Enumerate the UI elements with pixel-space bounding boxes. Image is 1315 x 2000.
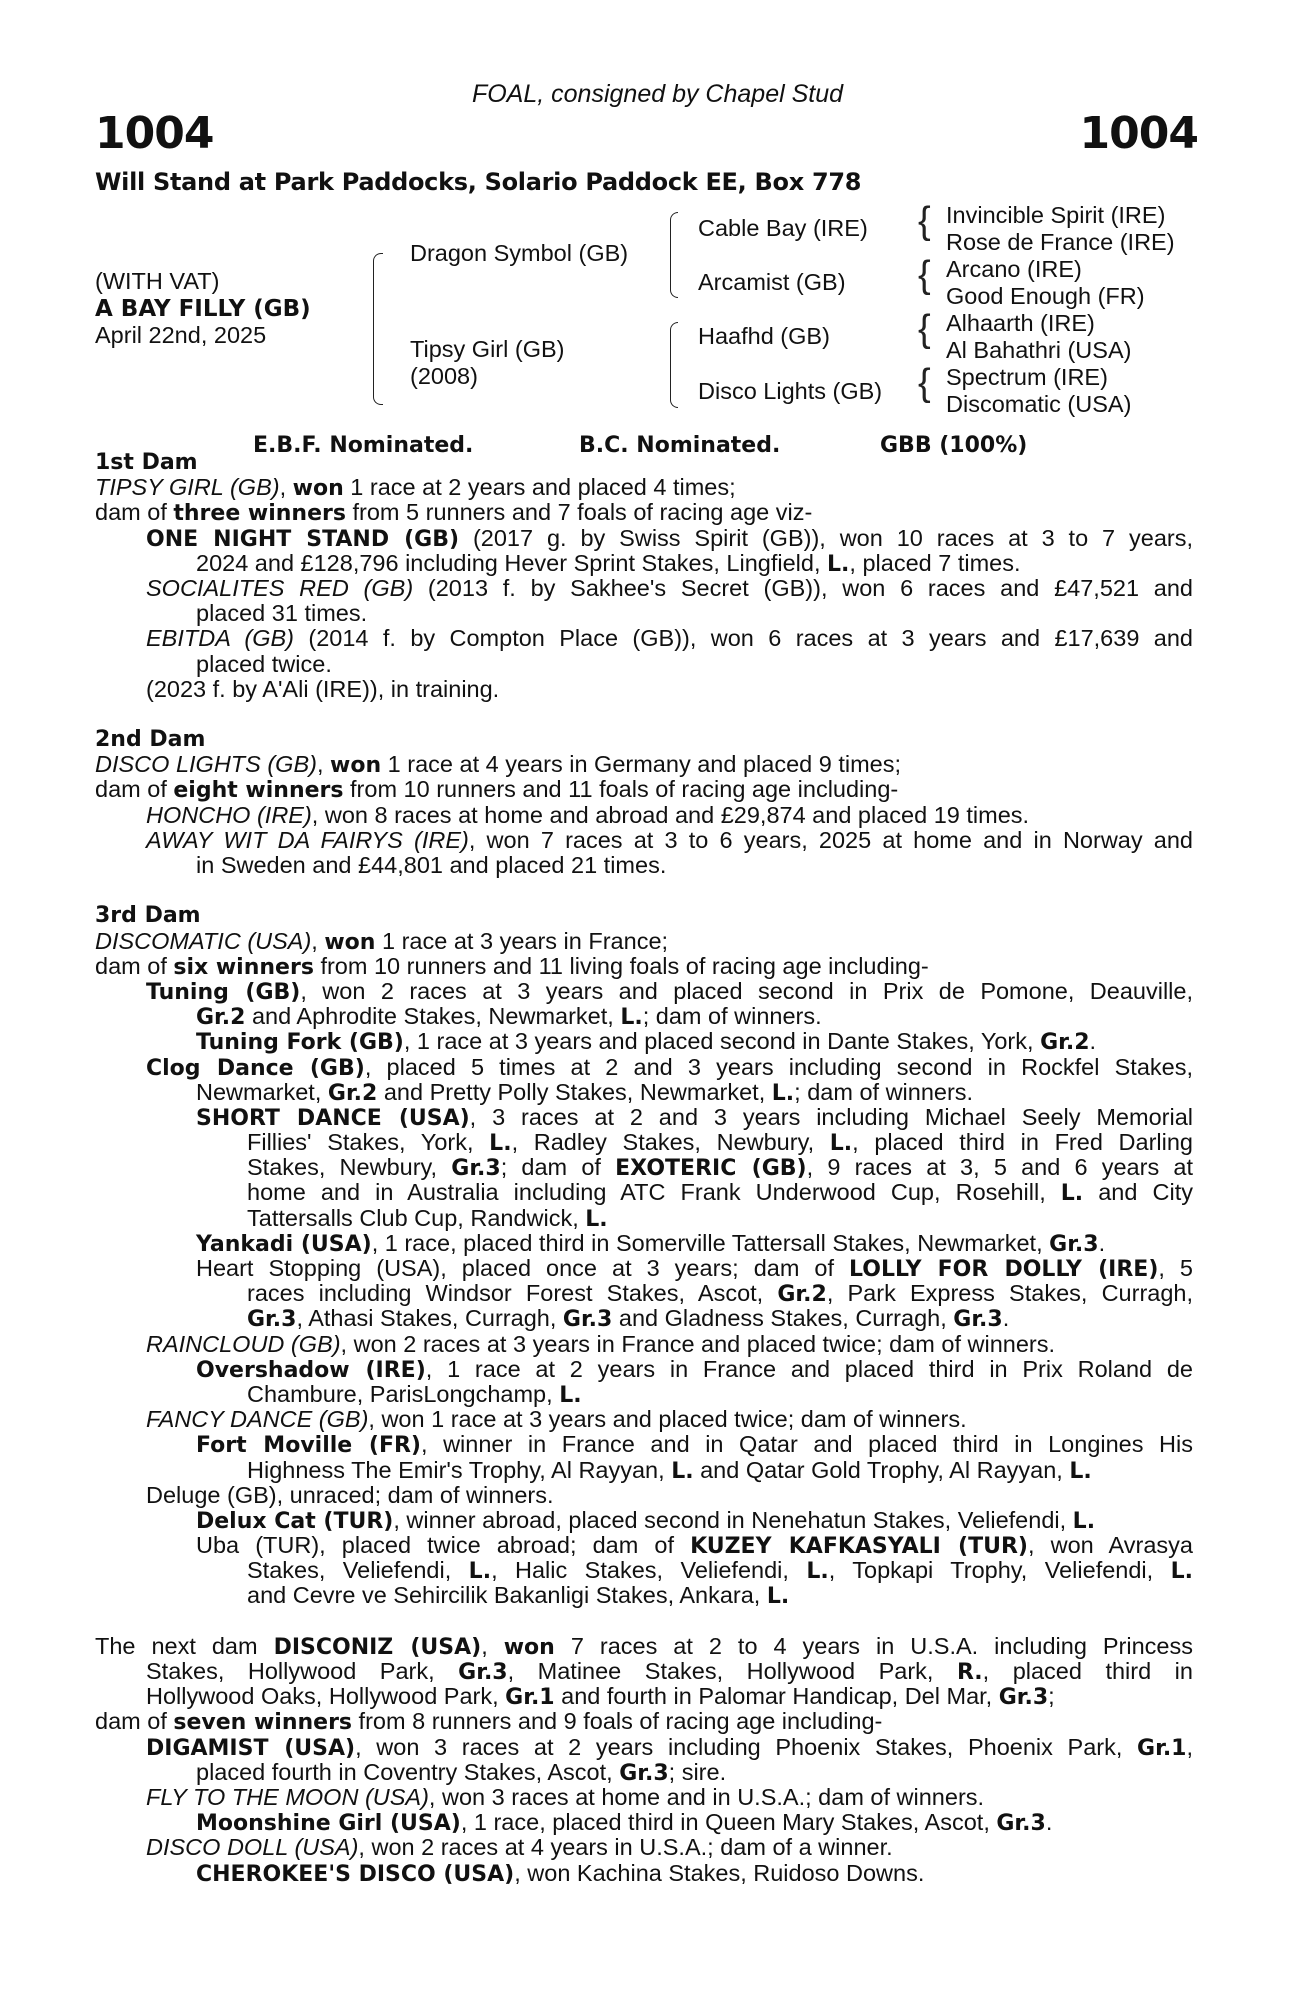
produce-line: placed twice.	[196, 650, 332, 677]
produce-line: DIGAMIST (USA), won 3 races at 2 years including Phoenix Stakes, Phoenix Park, Gr.1,	[146, 1734, 1193, 1760]
sire: Dragon Symbol (GB)	[410, 240, 629, 266]
produce-line: HONCHO (IRE), won 8 races at home and abroad and £29,874 and placed 19 times.	[146, 801, 1030, 828]
dam-summary: DISCOMATIC (USA), won 1 race at 3 years in France;	[95, 927, 669, 955]
produce-summary: dam of eight winners from 10 runners and 11 foals of racing age including-	[95, 776, 899, 804]
brace-3b: {	[918, 254, 931, 296]
produce-line: Newmarket, Gr.2 and Pretty Polly Stakes, Newmarket, L.; dam of winners.	[196, 1078, 974, 1106]
brace-3d: {	[918, 362, 931, 404]
ds-sire: Alhaarth (IRE)	[946, 310, 1095, 336]
produce-line: Stakes, Veliefendi, L., Halic Stakes, Veliefendi, L., Topkapi Trophy, Veliefendi, L.	[247, 1558, 1193, 1584]
second-dam-section	[95, 727, 1193, 878]
next-dam-section	[95, 1634, 1193, 1886]
bc-nomination: B.C. Nominated.	[579, 433, 781, 458]
produce-line: Moonshine Girl (USA), 1 race, placed third in Queen Mary Stakes, Ascot, Gr.3.	[196, 1809, 1053, 1837]
foaling-date: April 22nd, 2025	[95, 322, 267, 348]
produce-line: EBITDA (GB) (2014 f. by Compton Place (GB)), won 6 races at 3 years and £17,639 and	[146, 626, 1193, 652]
produce-summary: dam of seven winners from 8 runners and 9 foals of racing age including-	[95, 1708, 883, 1736]
produce-line: Uba (TUR), placed twice abroad; dam of KUZEY KAFKASYALI (TUR), won Avrasya	[196, 1533, 1193, 1559]
third-dam-section	[95, 903, 1193, 1608]
ss-dam: Rose de France (IRE)	[946, 229, 1175, 255]
produce-line: races including Windsor Forest Stakes, Ascot, Gr.2, Park Express Stakes, Curragh,	[247, 1281, 1193, 1307]
section-heading: 2nd Dam	[95, 727, 206, 753]
lot-number-right: 1004	[1079, 108, 1198, 159]
lot-number-left: 1004	[95, 108, 214, 159]
brace-3a: {	[918, 200, 931, 242]
stand-location: Will Stand at Park Paddocks, Solario Paddock EE, Box 778	[95, 168, 862, 196]
produce-line: Tuning (GB), won 2 races at 3 years and placed second in Prix de Pomone, Deauville,	[146, 978, 1193, 1005]
produce-line: Delux Cat (TUR), winner abroad, placed second in Nenehatun Stakes, Veliefendi, L.	[196, 1506, 1096, 1534]
ds-dam: Al Bahathri (USA)	[946, 337, 1132, 363]
produce-line: DISCO DOLL (USA), won 2 races at 4 years in U.S.A.; dam of a winner.	[146, 1834, 893, 1861]
produce-line: SOCIALITES RED (GB) (2013 f. by Sakhee's Secret (GB)), won 6 races and £47,521 and	[146, 575, 1193, 601]
dam: Tipsy Girl (GB)	[410, 336, 565, 362]
pedigree-brace-2b	[670, 322, 678, 408]
pedigree-brace-1	[373, 253, 383, 405]
produce-line: ONE NIGHT STAND (GB) (2017 g. by Swiss Spirit (GB)), won 10 races at 3 to 7 years,	[146, 525, 1193, 551]
sire-sire: Cable Bay (IRE)	[698, 215, 868, 241]
produce-line: Highness The Emir's Trophy, Al Rayyan, L. and Qatar Gold Trophy, Al Rayyan, L.	[247, 1456, 1092, 1484]
produce-line: Stakes, Newbury, Gr.3; dam of EXOTERIC (GB), 9 races at 3, 5 and 6 years at	[247, 1155, 1193, 1181]
section-heading: 3rd Dam	[95, 903, 201, 929]
sd-dam: Good Enough (FR)	[946, 283, 1145, 309]
produce-line: RAINCLOUD (GB), won 2 races at 3 years in France and placed twice; dam of winners.	[146, 1330, 1056, 1357]
produce-line: Yankadi (USA), 1 race, placed third in Somerville Tattersall Stakes, Newmarket, Gr.3.	[196, 1229, 1106, 1257]
dam-summary: Hollywood Oaks, Hollywood Park, Gr.1 and fourth in Palomar Handicap, Del Mar, Gr.3;	[146, 1683, 1055, 1711]
brace-3c: {	[918, 308, 931, 350]
produce-line: SHORT DANCE (USA), 3 races at 2 and 3 years including Michael Seely Memorial	[196, 1104, 1193, 1131]
section-heading: 1st Dam	[95, 450, 198, 475]
produce-line: Deluge (GB), unraced; dam of winners.	[146, 1481, 554, 1508]
produce-line: FLY TO THE MOON (USA), won 3 races at home and in U.S.A.; dam of winners.	[146, 1783, 985, 1810]
dam-summary: The next dam DISCONIZ (USA), won 7 races at 2 to 4 years in U.S.A. including Princess	[95, 1633, 1193, 1659]
dd-dam: Discomatic (USA)	[946, 391, 1132, 417]
ss-sire: Invincible Spirit (IRE)	[946, 202, 1166, 228]
produce-line: Tattersalls Club Cup, Randwick, L.	[247, 1204, 608, 1232]
first-dam-section	[95, 450, 1193, 702]
produce-line: CHEROKEE'S DISCO (USA), won Kachina Stakes, Ruidoso Downs.	[196, 1859, 925, 1887]
produce-line: Overshadow (IRE), 1 race at 2 years in France and placed third in Prix Roland de	[196, 1356, 1193, 1382]
produce-line: Gr.3, Athasi Stakes, Curragh, Gr.3 and Gladness Stakes, Curragh, Gr.3.	[247, 1305, 1010, 1333]
produce-line: (2023 f. by A'Ali (IRE)), in training.	[146, 675, 500, 702]
dam-dam: Disco Lights (GB)	[698, 378, 883, 404]
produce-line: in Sweden and £44,801 and placed 21 times.	[196, 852, 667, 878]
produce-summary: dam of three winners from 5 runners and 7 foals of racing age viz-	[95, 499, 813, 527]
ebf-nomination: E.B.F. Nominated.	[253, 433, 474, 458]
dam-year: (2008)	[410, 363, 478, 389]
dam-summary: TIPSY GIRL (GB), won 1 race at 2 years and placed 4 times;	[95, 474, 736, 502]
produce-line: 2024 and £128,796 including Hever Sprint Stakes, Lingfield, L., placed 7 times.	[196, 549, 1021, 577]
gbb-note: GBB (100%)	[880, 433, 1028, 458]
produce-summary: dam of six winners from 10 runners and 11 living foals of racing age including-	[95, 952, 929, 980]
produce-line: Tuning Fork (GB), 1 race at 3 years and placed second in Dante Stakes, York, Gr.2.	[196, 1028, 1097, 1056]
vat-note: (WITH VAT)	[95, 268, 220, 294]
produce-line: Fort Moville (FR), winner in France and in Qatar and placed third in Longines His	[196, 1432, 1193, 1458]
consignment-line: FOAL, consigned by Chapel Stud	[471, 80, 844, 108]
pedigree-brace-2a	[670, 212, 678, 298]
produce-line: Clog Dance (GB), placed 5 times at 2 and 3 years including second in Rockfel Stakes,	[146, 1054, 1193, 1080]
produce-line: FANCY DANCE (GB), won 1 race at 3 years and placed twice; dam of winners.	[146, 1406, 967, 1433]
produce-line: AWAY WIT DA FAIRYS (IRE), won 7 races at 3 to 6 years, 2025 at home and in Norway and	[146, 827, 1193, 853]
dam-summary: Stakes, Hollywood Park, Gr.3, Matinee Stakes, Hollywood Park, R., placed third in	[146, 1659, 1193, 1685]
catalogue-body	[95, 450, 1193, 1886]
produce-line: placed 31 times.	[196, 600, 368, 627]
produce-line: Gr.2 and Aphrodite Stakes, Newmarket, L.; dam of winners.	[196, 1003, 822, 1031]
sire-dam: Arcamist (GB)	[698, 269, 846, 295]
dam-summary: DISCO LIGHTS (GB), won 1 race at 4 years in Germany and placed 9 times;	[95, 751, 902, 779]
produce-line: and Cevre ve Sehircilik Bakanligi Stakes, Ankara, L.	[247, 1582, 790, 1610]
dam-sire: Haafhd (GB)	[698, 323, 830, 349]
produce-line: home and in Australia including ATC Frank Underwood Cup, Rosehill, L. and City	[247, 1180, 1193, 1206]
produce-line: Heart Stopping (USA), placed once at 3 years; dam of LOLLY FOR DOLLY (IRE), 5	[196, 1256, 1193, 1282]
sd-sire: Arcano (IRE)	[946, 256, 1082, 282]
produce-line: Chambure, ParisLongchamp, L.	[247, 1380, 582, 1408]
dd-sire: Spectrum (IRE)	[946, 364, 1108, 390]
produce-line: placed fourth in Coventry Stakes, Ascot, Gr.3; sire.	[196, 1758, 727, 1786]
horse-name: A BAY FILLY (GB)	[95, 296, 311, 322]
produce-line: Fillies' Stakes, York, L., Radley Stakes, Newbury, L., placed third in Fred Darling	[247, 1130, 1193, 1156]
